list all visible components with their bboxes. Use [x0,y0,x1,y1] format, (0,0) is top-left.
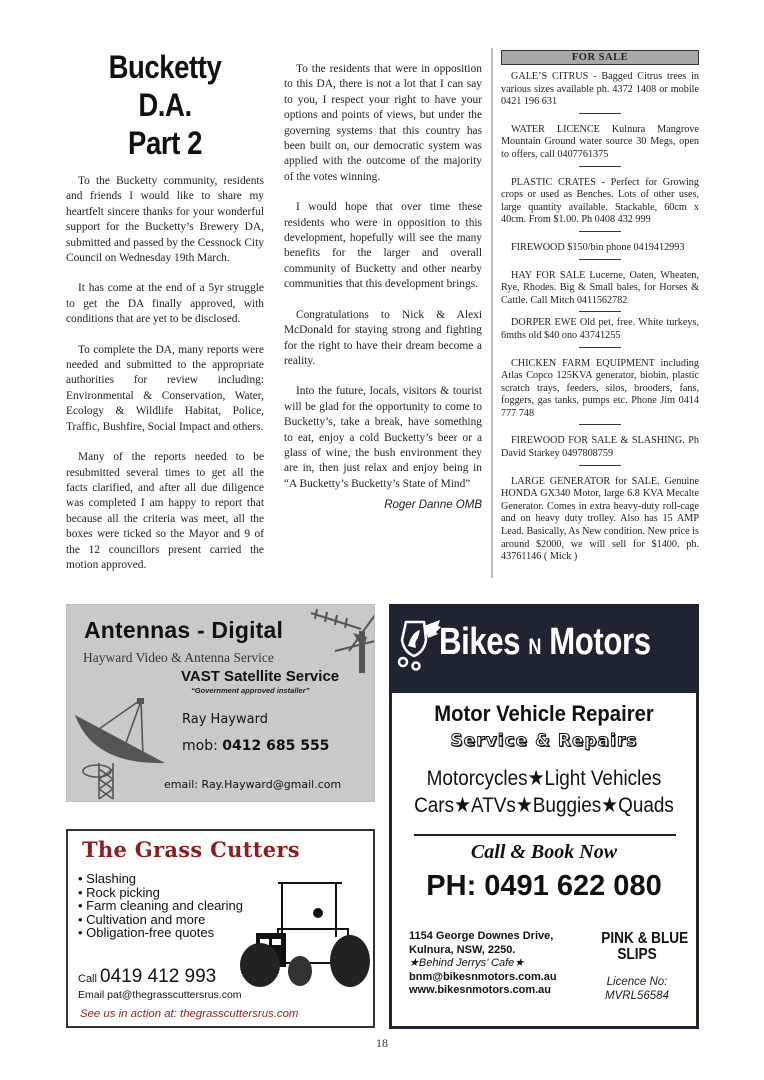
bikes-n-motors-ad [389,604,699,1029]
article-paragraph: It has come at the end of a 5yr struggle to get the DA finally approved, with conditions that are yet to be disclosed. [66,282,264,326]
article-signature: Roger Danne OMB [384,499,482,512]
service-repairs-heading: Service & Repairs [450,731,638,751]
classified-separator [579,311,621,312]
phone-number: 0419 412 993 [100,966,217,987]
headline-line-2: Part 2 [128,125,202,161]
tv-antenna-icon [305,607,375,673]
bikes-email: bnm@bikesnmotors.com.au [409,970,557,983]
classified-item: DORPER EWE Old pet, free. White turkeys, 6mths old $40 ono 43741255 [501,317,699,341]
call-book-now: Call & Book Now [470,841,618,863]
services-list [78,872,243,940]
bikes-website: www.bikesnmotors.com.au [409,984,552,997]
pink-blue-slips [601,930,689,963]
vehicle-types-line-2: Cars★ATVs★Buggies★Quads [414,793,674,817]
column-divider [491,48,493,578]
service-item: • Farm cleaning and clearing [78,899,243,913]
classified-separator [579,113,621,114]
headline-line-1: Bucketty D.A. [108,49,222,123]
article-headline [80,48,250,162]
government-approved-tagline: “Government approved installer” [191,686,310,695]
article-paragraph: Into the future, locals, visitors & tourist will be glad for the opportunity to come to Bucketty’s, take a break, have something to eat, enjoy a cold Bucketty’s beer or a glass of wine, the bush environment they are in, then just relax and enjoy being in “A Bucketty’s Bucketty’s State of Mind” [284,385,482,490]
antennas-subtitle: Hayward Video & Antenna Service [83,650,274,665]
article-paragraph: Congratulations to Nick & Alexi McDonald for staying strong and fighting for the right to have their dream become a reality. [284,308,482,367]
slips-line-1: PINK & BLUE [601,930,689,947]
grass-cutters-email: Email pat@thegrasscuttersrus.com [78,989,242,1001]
service-item: • Cultivation and more [78,913,243,927]
vast-satellite-heading: VAST Satellite Service [181,668,340,685]
classified-separator [579,424,621,425]
antennas-digital-ad [66,604,375,802]
classified-separator [579,259,621,260]
licence-number [592,975,682,1003]
title-part-motors: Motors [540,621,651,663]
article-paragraph: To complete the DA, many reports were needed and submitted to the appropriate authorities for review including: Environmental & Conservation, Water, Ecology & Wildlife Habitat, Police, Traffic, Bushfire, Social Impact and others. [66,343,264,433]
article-column-2 [284,62,482,514]
article-paragraph: To the residents that were in opposition to this DA, there is not a lot that I can say to you, I respect your right to have your options and points of views, but under the governing systems that this country has been built on, our democratic system was applied with the outcome of the majority of the votes winning. [284,63,482,183]
mobile-value: 0412 685 555 [222,738,330,754]
pegasus-shield-logo-icon [394,618,442,672]
divider-line [414,834,676,836]
classified-item: FIREWOOD $150/bin phone 0419412993 [511,241,685,253]
title-part-bikes: Bikes [439,621,529,663]
contact-name: Ray Hayward [182,712,268,727]
bikes-info-panel [392,693,696,1026]
address-line-2: Kulnura, NSW, 2250. [409,943,516,956]
article-column-1 [66,48,264,588]
classified-item: HAY FOR SALE Lucerne, Oaten, Wheaten, Rye, Rhodes. Big & Small bales, for Horses & Cattle. Call Mitch 0411562782 [501,269,699,306]
for-sale-header: FOR SALE [501,50,699,65]
title-part-n: N [528,634,541,659]
bikes-n-motors-title [439,621,651,664]
grass-cutters-phone [78,966,216,988]
classified-item: PLASTIC CRATES - Perfect for Growing crops or used as Benches. Lots of other uses, large quantity available. Stackable, 60cm x 40cm. From $1.00. Ph 0408 432 999 [501,176,699,226]
grass-cutters-ad [66,829,375,1028]
article-paragraph: Many of the reports needed to be resubmitted several times to get all the facts clarified, and after all due diligence was completed I am happy to report that because all the criteria was meet, all the boxes were ticked so the Mayor and 9 of the 12 councillors present carried the motion approved. [66,451,264,571]
mobile-label: mob: [182,738,223,754]
vehicle-types-line-1: Motorcycles★Light Vehicles [426,766,662,790]
licence-label: Licence No: [606,976,668,988]
satellite-dish-icon [73,693,173,801]
grass-cutters-title: The Grass Cutters [82,837,300,862]
bikes-phone: PH: 0491 622 080 [426,870,662,902]
address-landmark: ★Behind Jerrys’ Cafe★ [409,957,525,970]
article-paragraph: To the Bucketty community, residents and friends I would like to share my heartfelt sincere thanks for your wonderful support for the Bucketty’s Brewery DA, submitted and passed by the Cessnock City Council on Wednesday 19th March. [66,175,264,265]
article-paragraph: I would hope that over time these residents who were in opposition to this development, hopefully will see the many benefits for the larger and overall community of Bucketty and other nearby communities that this development brings. [284,201,482,291]
antennas-email: email: Ray.Hayward@gmail.com [164,778,342,791]
classified-separator [579,465,621,466]
bikes-address-block [409,930,557,998]
service-item: • Obligation-free quotes [78,926,243,940]
service-item: • Slashing [78,872,243,886]
page-number: 18 [376,1036,388,1050]
for-sale-column [501,50,699,564]
classified-separator [579,166,621,167]
classified-item: FIREWOOD FOR SALE & SLASHING. Ph David Starkey 0497808759 [501,435,699,460]
tractor-illustration-icon [238,877,372,989]
service-item: • Rock picking [78,886,243,900]
classified-item: LARGE GENERATOR for SALE. Genuine HONDA GX340 Motor, large 6.8 KVA Mecalte Generator. Comes in extra heavy-duty roll-cage and on heavy duty trolley. Also has 15 AMP Lead. Basically, As New condition. New price is around $2000, we will sell for $1400. ph. 43761146 ( Mick ) [501,475,699,563]
call-label: Call [78,973,101,985]
antennas-title: Antennas - Digital [84,617,284,643]
mobile-number [182,738,329,754]
motor-vehicle-repairer-heading: Motor Vehicle Repairer [434,701,654,726]
slips-line-2: SLIPS [617,946,657,963]
classified-separator [579,347,621,348]
classified-item: CHICKEN FARM EQUIPMENT including Atlas Copco 125KVA generator, biobin, plastic scratch trays, feeders, silos, brooders, fans, foggers, gas tanks, pumps etc. Phone Jim 0414 777 748 [501,357,699,419]
classified-item: GALE’S CITRUS - Bagged Citrus trees in various sizes available ph. 4372 1408 or mobile 0421 196 631 [501,71,699,108]
grass-cutters-website: See us in action at: thegrasscuttersrus.com [80,1008,299,1020]
licence-value: MVRL56584 [605,990,669,1002]
classified-separator [579,231,621,232]
address-line-1: 1154 George Downes Drive, [409,930,554,942]
classified-item: WATER LICENCE Kulnura Mangrove Mountain Ground water source 30 Megs, open to offers, call 0407761375 [501,123,699,160]
